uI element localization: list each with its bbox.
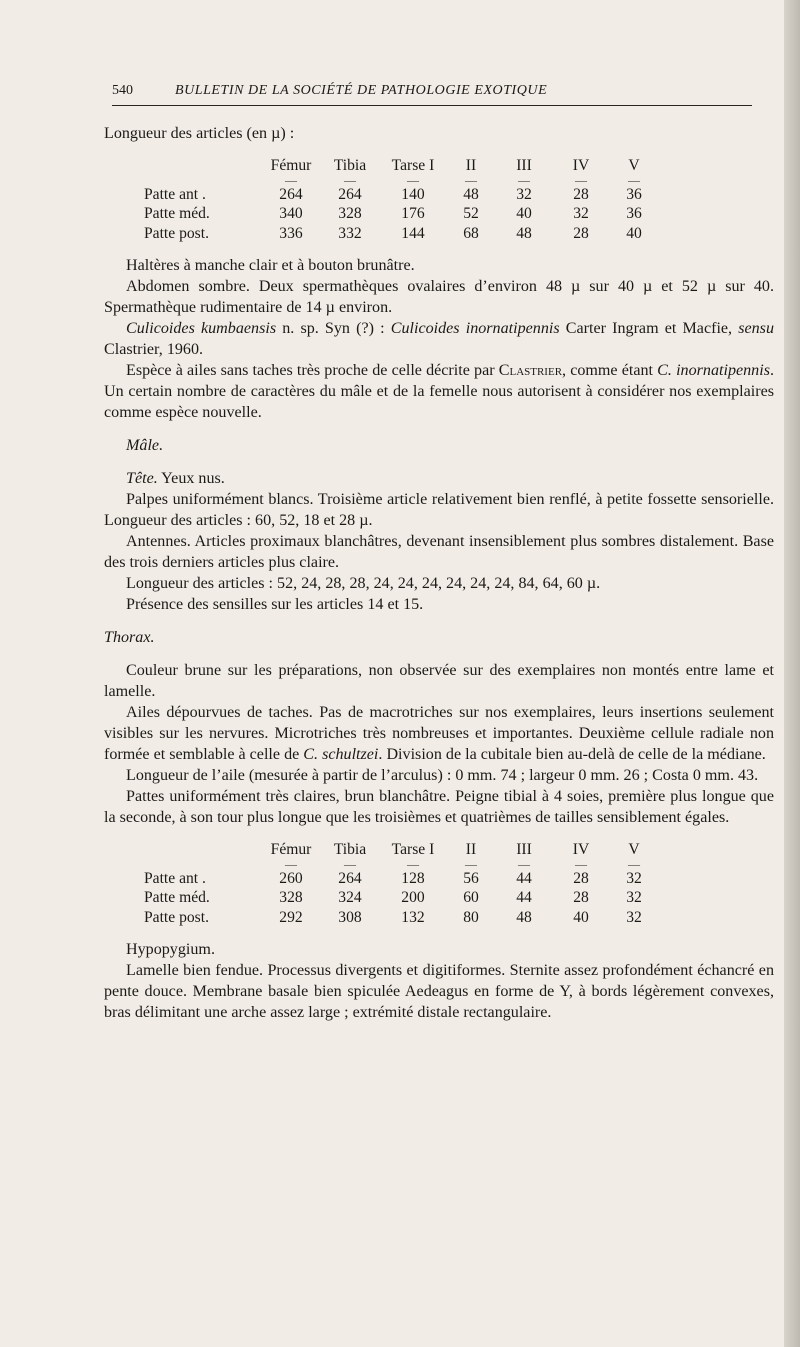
table-row — [144, 224, 658, 244]
table-cell: 308 — [338, 908, 362, 926]
col-ii: II — [465, 841, 477, 858]
table-cell: 28 — [573, 224, 589, 242]
tete-label: Tête. — [126, 470, 158, 487]
table-cell: 80 — [463, 908, 479, 926]
table-row — [144, 185, 658, 205]
row-label: Patte ant . — [144, 869, 206, 887]
col-tarse-i: Tarse I — [391, 157, 435, 174]
row-label: Patte méd. — [144, 205, 210, 222]
thorax-heading: Thorax. — [104, 629, 155, 646]
col-tarse-i: Tarse I — [391, 841, 435, 858]
col-v: V — [628, 841, 640, 858]
sensilles-paragraph: Présence des sensilles sur les articles 14 et 15. — [126, 596, 424, 613]
table-cell: 36 — [626, 185, 642, 203]
desc-part-c: . Un certain nombre de caractères du mâle et de la femelle nous autorisent à considérer nos exemplaires comme espèce nouvelle. — [104, 362, 774, 421]
ailes-part-b: . Division de la cubitale bien au-delà de celle de la médiane. — [378, 746, 766, 763]
table-cell: 44 — [516, 869, 532, 887]
table-cell: 60 — [463, 889, 479, 906]
antennes-paragraph: Antennes. Articles proximaux blanchâtres, devenant insensiblement plus sombres distalement. Base des trois derniers articles plus claire. — [104, 533, 774, 571]
table-row — [144, 908, 658, 928]
table-dash-row: — — — — — — — — [285, 172, 640, 187]
table-cell: 128 — [401, 869, 425, 887]
table-cell: 40 — [573, 908, 589, 926]
species-heading — [104, 318, 774, 360]
table-cell: 44 — [516, 889, 532, 906]
synonym-name: Culicoides inornatipennis — [390, 320, 560, 337]
pattes-paragraph: Pattes uniformément très claires, brun blanchâtre. Peigne tibial à 4 soies, première plus longue que la seconde, à son tour plus longue que les troisièmes et quatrièmes de tailles sensiblement égales. — [104, 788, 774, 826]
table-cell: 340 — [279, 205, 303, 222]
col-ii: II — [465, 157, 477, 174]
table-cell: 32 — [573, 205, 589, 222]
table-cell: 28 — [573, 889, 589, 906]
journal-title: BULLETIN DE LA SOCIÉTÉ DE PATHOLOGIE EXOTIQUE — [175, 83, 548, 98]
table-cell: 328 — [338, 205, 362, 222]
table-cell: 36 — [626, 205, 642, 222]
table-cell: 40 — [516, 205, 532, 222]
col-tibia: Tibia — [333, 157, 367, 174]
abdomen-paragraph: Abdomen sombre. Deux spermathèques ovalaires d’environ 48 µ sur 40 µ et 52 µ sur 40. Spermathèque rudimentaire de 14 µ environ. — [104, 278, 774, 316]
table-cell: 68 — [463, 224, 479, 242]
table-body — [144, 869, 658, 928]
table-cell: 52 — [463, 205, 479, 222]
header-rule — [112, 105, 752, 106]
male-leg-table — [144, 840, 658, 927]
hypopygium-heading: Hypopygium. — [126, 941, 215, 958]
table-cell: 264 — [338, 869, 362, 887]
antenna-lengths-paragraph: Longueur des articles : 52, 24, 28, 28, 24, 24, 24, 24, 24, 24, 84, 64, 60 µ. — [126, 575, 601, 592]
table-cell: 32 — [626, 908, 642, 926]
table-body — [144, 185, 658, 244]
ailes-species: C. schultzei — [303, 746, 379, 763]
desc-author: Clastrier — [498, 362, 563, 379]
table-cell: 292 — [279, 908, 303, 926]
species-description — [104, 360, 774, 423]
couleur-paragraph: Couleur brune sur les préparations, non observée sur des exemplaires non montés entre lame et lamelle. — [104, 662, 774, 700]
table-cell: 140 — [401, 185, 425, 203]
col-v: V — [628, 157, 640, 174]
sensu-author: Clastrier, 1960. — [104, 341, 204, 358]
table-cell: 48 — [516, 224, 532, 242]
row-label: Patte ant . — [144, 185, 206, 203]
col-iii: III — [516, 841, 532, 858]
row-label: Patte méd. — [144, 889, 210, 906]
hypopygium-paragraph: Lamelle bien fendue. Processus divergents et digitiformes. Sternite assez profondément échancré en pente douce. Membrane basale bien spiculée Aedeagus en forme de Y, à bords légèrement convexes, bras délimitant une arche assez large ; extrémité distale rectangulaire. — [104, 962, 774, 1021]
table-cell: 48 — [463, 185, 479, 203]
row-label: Patte post. — [144, 908, 209, 926]
table-cell: 40 — [626, 224, 642, 242]
table-cell: 28 — [573, 869, 589, 887]
desc-part-b: , comme étant — [562, 362, 658, 379]
row-label: Patte post. — [144, 224, 209, 242]
female-leg-table — [144, 156, 658, 243]
ailes-part-a: Ailes dépourvues de taches. Pas de macrotriches sur nos exemplaires, leurs insertions seulement visibles sur les nervures. Microtriches très nombreuses et importantes. Deuxième cellule radiale non formée et semblable à celle de — [104, 704, 774, 763]
table-dash-row: — — — — — — — — [285, 856, 640, 871]
col-iv: IV — [572, 841, 590, 858]
species-name: Culicoides kumbaensis — [126, 320, 277, 337]
page-edge-shadow — [784, 0, 800, 1347]
col-tibia: Tibia — [333, 841, 367, 858]
table-cell: 332 — [338, 224, 362, 242]
table-cell: 28 — [573, 185, 589, 203]
article-body — [104, 123, 774, 1023]
table-cell: 32 — [626, 869, 642, 887]
running-header — [112, 83, 752, 115]
table-row — [144, 204, 658, 224]
wing-length-paragraph: Longueur de l’aile (mesurée à partir de l’arculus) : 0 mm. 74 ; largeur 0 mm. 26 ; Costa 0 mm. 43. — [126, 767, 759, 784]
tete-text: Yeux nus. — [157, 470, 225, 487]
table-cell: 32 — [626, 889, 642, 906]
male-heading: Mâle. — [126, 437, 164, 454]
species-nsp: n. sp. Syn (?) : — [276, 320, 391, 337]
palpes-paragraph: Palpes uniformément blancs. Troisième article relativement bien renflé, à petite fossette sensorielle. Longueur des articles : 60, 52, 18 et 28 µ. — [104, 491, 774, 529]
page-number: 540 — [112, 83, 133, 98]
table-cell: 144 — [401, 224, 425, 242]
table-cell: 176 — [401, 205, 425, 222]
leg-lengths-intro: Longueur des articles (en µ) : — [104, 125, 295, 142]
col-femur: Fémur — [270, 841, 312, 858]
table-cell: 324 — [338, 889, 362, 906]
col-iv: IV — [572, 157, 590, 174]
table-cell: 260 — [279, 869, 303, 887]
table-cell: 264 — [279, 185, 303, 203]
table-cell: 56 — [463, 869, 479, 887]
sensu: sensu — [738, 320, 774, 337]
table-row — [144, 869, 658, 889]
table-cell: 328 — [279, 889, 303, 906]
ailes-paragraph — [104, 702, 774, 765]
table-cell: 264 — [338, 185, 362, 203]
table-cell: 32 — [516, 185, 532, 203]
table-cell: 48 — [516, 908, 532, 926]
table-cell: 132 — [401, 908, 425, 926]
halteres-paragraph: Haltères à manche clair et à bouton brunâtre. — [126, 257, 415, 274]
table-cell: 336 — [279, 224, 303, 242]
col-femur: Fémur — [270, 157, 312, 174]
desc-part-a: Espèce à ailes sans taches très proche de celle décrite par — [126, 362, 499, 379]
table-row — [144, 888, 658, 908]
desc-species: C. inornatipennis — [657, 362, 770, 379]
tete-paragraph — [104, 468, 774, 489]
col-iii: III — [516, 157, 532, 174]
table-cell: 200 — [401, 889, 425, 906]
synonym-authors: Carter Ingram et Macfie, — [559, 320, 739, 337]
